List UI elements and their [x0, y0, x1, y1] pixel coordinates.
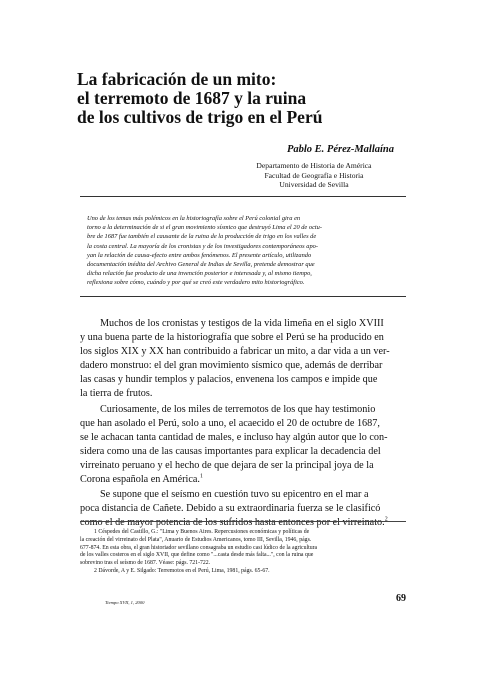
body-line: Curiosamente, de los miles de terremotos de los que hay testimonio	[100, 403, 376, 415]
footnote-1	[80, 529, 406, 568]
abstract-line: yan la relación de causa-efecto entre ambos fenómenos. El presente artículo, utilizando	[87, 251, 312, 259]
footnotes	[80, 529, 406, 576]
footnote-line: 2 Dávorde, A y E. Silgado: Terremotos en el Perú, Lima, 1981, págs. 65-67.	[94, 567, 270, 574]
abstract-line: la costa central. La mayoría de los cronistas y de los investigadores contemporáneos apo-	[87, 242, 318, 250]
footnote-line: de los valles costeros en el siglo XVII, que define como "...casta desde más falta...", con la ruina que	[80, 552, 314, 559]
body-text	[80, 317, 406, 531]
footnote-2	[80, 568, 406, 576]
paragraph-3	[80, 488, 406, 530]
body-line: se le achacan tanta cantidad de males, e incluso hay algún autor que lo con-	[80, 431, 388, 443]
footnote-line: 1 Céspedes del Castillo, G.: "Lima y Buenos Aires. Repercusiones económicas y políticas de	[94, 529, 310, 535]
footnote-line: sobrevino tras el seísmo de 1687. Véase: págs. 721-722.	[80, 560, 211, 567]
body-line: que han asolado el Perú, solo a uno, el acaecido el 20 de octubre de 1687,	[80, 417, 380, 429]
body-line-text: como el de mayor potencia de los sufridos hasta entonces por el virreinato.	[80, 517, 385, 529]
footnote-rule	[80, 521, 406, 522]
abstract-line: torno a la determinación de si el gran movimiento sísmico que destruyó Lima el 20 de octu-	[87, 224, 322, 232]
abstract-bottom-rule	[80, 296, 406, 297]
page-number: 69	[396, 593, 406, 604]
title-line-3: de los cultivos de trigo en el Perú	[77, 107, 323, 127]
footnote-ref-1[interactable]: 1	[199, 473, 203, 480]
body-line-text: Corona española en América.	[80, 474, 200, 486]
abstract-line: bre de 1687 fue también el causante de la ruina de la producción de trigo en los valles de	[87, 233, 317, 241]
affiliation-line-1: Departamento de Historia de América	[256, 161, 372, 170]
body-line: los siglos XIX y XX han contribuido a fabricar un mito, a dar vida a un ver-	[80, 346, 390, 358]
body-line: sidera como una de las causas importantes para explicar la decadencia del	[80, 445, 381, 457]
author-name: Pablo E. Pérez-Mallaína	[286, 144, 394, 155]
journal-reference: Tiempo XVII, 1, 2000	[105, 600, 145, 605]
abstract-line: dicha relación fue producto de una invención posterior e interesada y, al mismo tiempo,	[87, 270, 312, 278]
abstract-line: reflexiona sobre cómo, cuándo y por qué se creó este verdadero mito historiográfico.	[87, 279, 305, 287]
paragraph-2	[80, 403, 406, 488]
title-line-1: La fabricación de un mito:	[77, 69, 277, 89]
footnote-line: la creación del virreinato del Plata", Anuario de Estudios Americanos, tomo III, Sevilla, 1946, págs.	[80, 536, 312, 543]
abstract	[87, 214, 405, 288]
body-line: poca distancia de Cañete. Debido a su extraordinaria fuerza se le clasificó	[80, 503, 381, 515]
author-affiliation	[234, 161, 394, 190]
body-line: Se supone que el seísmo en cuestión tuvo su epicentro en el mar a	[100, 489, 369, 501]
affiliation-line-3: Universidad de Sevilla	[279, 180, 349, 190]
body-line: dadero monstruo: el del gran movimiento sísmico que, además de derribar	[80, 360, 383, 372]
footnote-line: 677-874. En esta obra, el gran historiador sevillano consagraba un estudio casi lúdico de la agricultura	[80, 544, 318, 551]
body-line: y una buena parte de la historiografía que sobre el Perú se ha producido en	[80, 332, 384, 344]
body-line: las casas y hundir templos y palacios, envenena los campos e impide que	[80, 374, 378, 386]
paragraph-1	[80, 317, 406, 402]
body-line: virreinato peruano y el hecho de que dejara de ser la principal joya de la	[80, 459, 374, 471]
article-title	[77, 70, 407, 127]
abstract-line: documentación inédita del Archivo General de Indias de Sevilla, pretende demostrar que	[87, 261, 315, 269]
body-line: la tierra de frutos.	[80, 388, 153, 400]
title-line-2: el terremoto de 1687 y la ruina	[77, 88, 307, 108]
abstract-top-rule	[80, 196, 406, 197]
body-line	[80, 473, 406, 487]
affiliation-line-2: Facultad de Geografía e Historia	[264, 170, 364, 180]
body-line: Muchos de los cronistas y testigos de la vida limeña en el siglo XVIII	[100, 318, 384, 329]
abstract-line: Uno de los temas más polémicos en la historiografía sobre el Perú colonial gira en	[87, 215, 301, 222]
footnote-ref-2[interactable]: 2	[384, 516, 388, 523]
